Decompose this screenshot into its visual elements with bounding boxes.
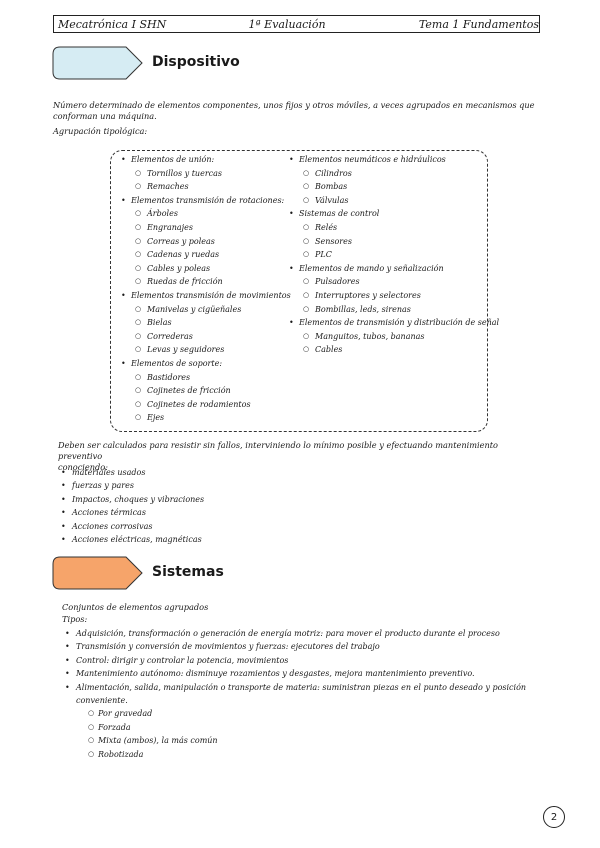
group-item: ○ Tornillos y tuercas xyxy=(119,167,291,181)
group-item: ○ Bastidores xyxy=(119,371,291,385)
sistemas-title: Sistemas xyxy=(152,564,224,580)
factors-list xyxy=(60,466,204,546)
factor-item: • Acciones térmicas xyxy=(60,506,204,519)
calc-text-line-2: conociendo: xyxy=(58,462,108,472)
group-item: ○ Manguitos, tubos, bananas xyxy=(287,330,499,344)
group-item: ○ Correderas xyxy=(119,330,291,344)
group-category: • Elementos de mando y señalización xyxy=(287,262,499,276)
grouping-left-column xyxy=(119,153,291,425)
group-item: ○ Cojinetes de fricción xyxy=(119,384,291,398)
sistemas-tag-shape xyxy=(52,556,144,590)
sistemas-line-1: Conjuntos de elementos agrupados xyxy=(62,602,209,612)
group-item: ○ Levas y seguidores xyxy=(119,343,291,357)
header-eval: 1ª Evaluación xyxy=(248,17,326,31)
page-header xyxy=(53,15,540,33)
grouping-label: Agrupación tipológica: xyxy=(53,126,148,136)
dispositivo-title: Dispositivo xyxy=(152,54,240,70)
header-topic: Tema 1 Fundamentos xyxy=(418,17,539,31)
type-item: • Mantenimiento autónomo: disminuye rozamientos y desgastes, mejora mantenimiento preventivo. xyxy=(64,667,526,680)
group-item: ○ Cilindros xyxy=(287,167,499,181)
group-category: • Elementos transmisión de movimientos xyxy=(119,289,291,303)
header-course: Mecatrónica I SHN xyxy=(58,17,167,31)
dispositivo-definition: Número determinado de elementos componentes, unos fijos y otros móviles, a veces agrupados en mecanismos que conforman una máquina. xyxy=(53,100,535,121)
group-item: ○ Ruedas de fricción xyxy=(119,275,291,289)
type-item: • Control: dirigir y controlar la potencia, movimientos xyxy=(64,654,526,667)
type-item: conveniente. xyxy=(76,696,128,706)
group-item: ○ Bombas xyxy=(287,180,499,194)
group-item: ○ Ejes xyxy=(119,411,291,425)
group-item: ○ Bielas xyxy=(119,316,291,330)
group-item: ○ PLC xyxy=(287,248,499,262)
factor-item: • Acciones corrosivas xyxy=(60,520,204,533)
grouping-box xyxy=(110,150,500,432)
page-number: 2 xyxy=(543,806,565,828)
type-subitem: ○ Por gravedad xyxy=(64,707,526,720)
group-item: ○ Árboles xyxy=(119,207,291,221)
group-item: ○ Engranajes xyxy=(119,221,291,235)
group-category: • Elementos neumáticos e hidráulicos xyxy=(287,153,499,167)
sistemas-types-list xyxy=(64,627,526,761)
factor-item: • materiales usados xyxy=(60,466,204,479)
group-item: ○ Manivelas y cigüeñales xyxy=(119,303,291,317)
dispositivo-tag-shape xyxy=(52,46,144,80)
factor-item: • Acciones eléctricas, magnéticas xyxy=(60,533,204,546)
factor-item: • Impactos, choques y vibraciones xyxy=(60,493,204,506)
group-item: ○ Pulsadores xyxy=(287,275,499,289)
group-item: ○ Cables xyxy=(287,343,499,357)
group-item: ○ Interruptores y selectores xyxy=(287,289,499,303)
group-item: ○ Cables y poleas xyxy=(119,262,291,276)
group-item: ○ Sensores xyxy=(287,235,499,249)
group-category: • Elementos de unión: xyxy=(119,153,291,167)
grouping-right-column xyxy=(287,153,499,357)
factor-item: • fuerzas y pares xyxy=(60,479,204,492)
type-subitem: ○ Robotizada xyxy=(64,748,526,761)
group-item: ○ Remaches xyxy=(119,180,291,194)
group-item: ○ Relés xyxy=(287,221,499,235)
group-item: ○ Bombillas, leds, sirenas xyxy=(287,303,499,317)
calc-text-line-1: Deben ser calculados para resistir sin fallos, interviniendo lo mínimo posible y efectuando mantenimiento preventivo xyxy=(58,440,498,461)
type-item: • Transmisión y conversión de movimientos y fuerzas: ejecutores del trabajo xyxy=(64,640,526,653)
type-subitem: ○ Forzada xyxy=(64,721,526,734)
type-item: • Alimentación, salida, manipulación o transporte de materia: suministran piezas en el punto deseado y posición xyxy=(64,681,526,694)
group-item: ○ Cadenas y ruedas xyxy=(119,248,291,262)
group-item: ○ Correas y poleas xyxy=(119,235,291,249)
group-category: • Sistemas de control xyxy=(287,207,499,221)
type-item: • Adquisición, transformación o generación de energía motriz: para mover el producto durante el proceso xyxy=(64,627,526,640)
type-subitem: ○ Mixta (ambos), la más común xyxy=(64,734,526,747)
sistemas-line-2: Tipos: xyxy=(62,614,88,624)
group-category: • Elementos transmisión de rotaciones: xyxy=(119,194,291,208)
group-item: ○ Válvulas xyxy=(287,194,499,208)
group-category: • Elementos de transmisión y distribución de señal xyxy=(287,316,499,330)
group-item: ○ Cojinetes de rodamientos xyxy=(119,398,291,412)
group-category: • Elementos de soporte: xyxy=(119,357,291,371)
